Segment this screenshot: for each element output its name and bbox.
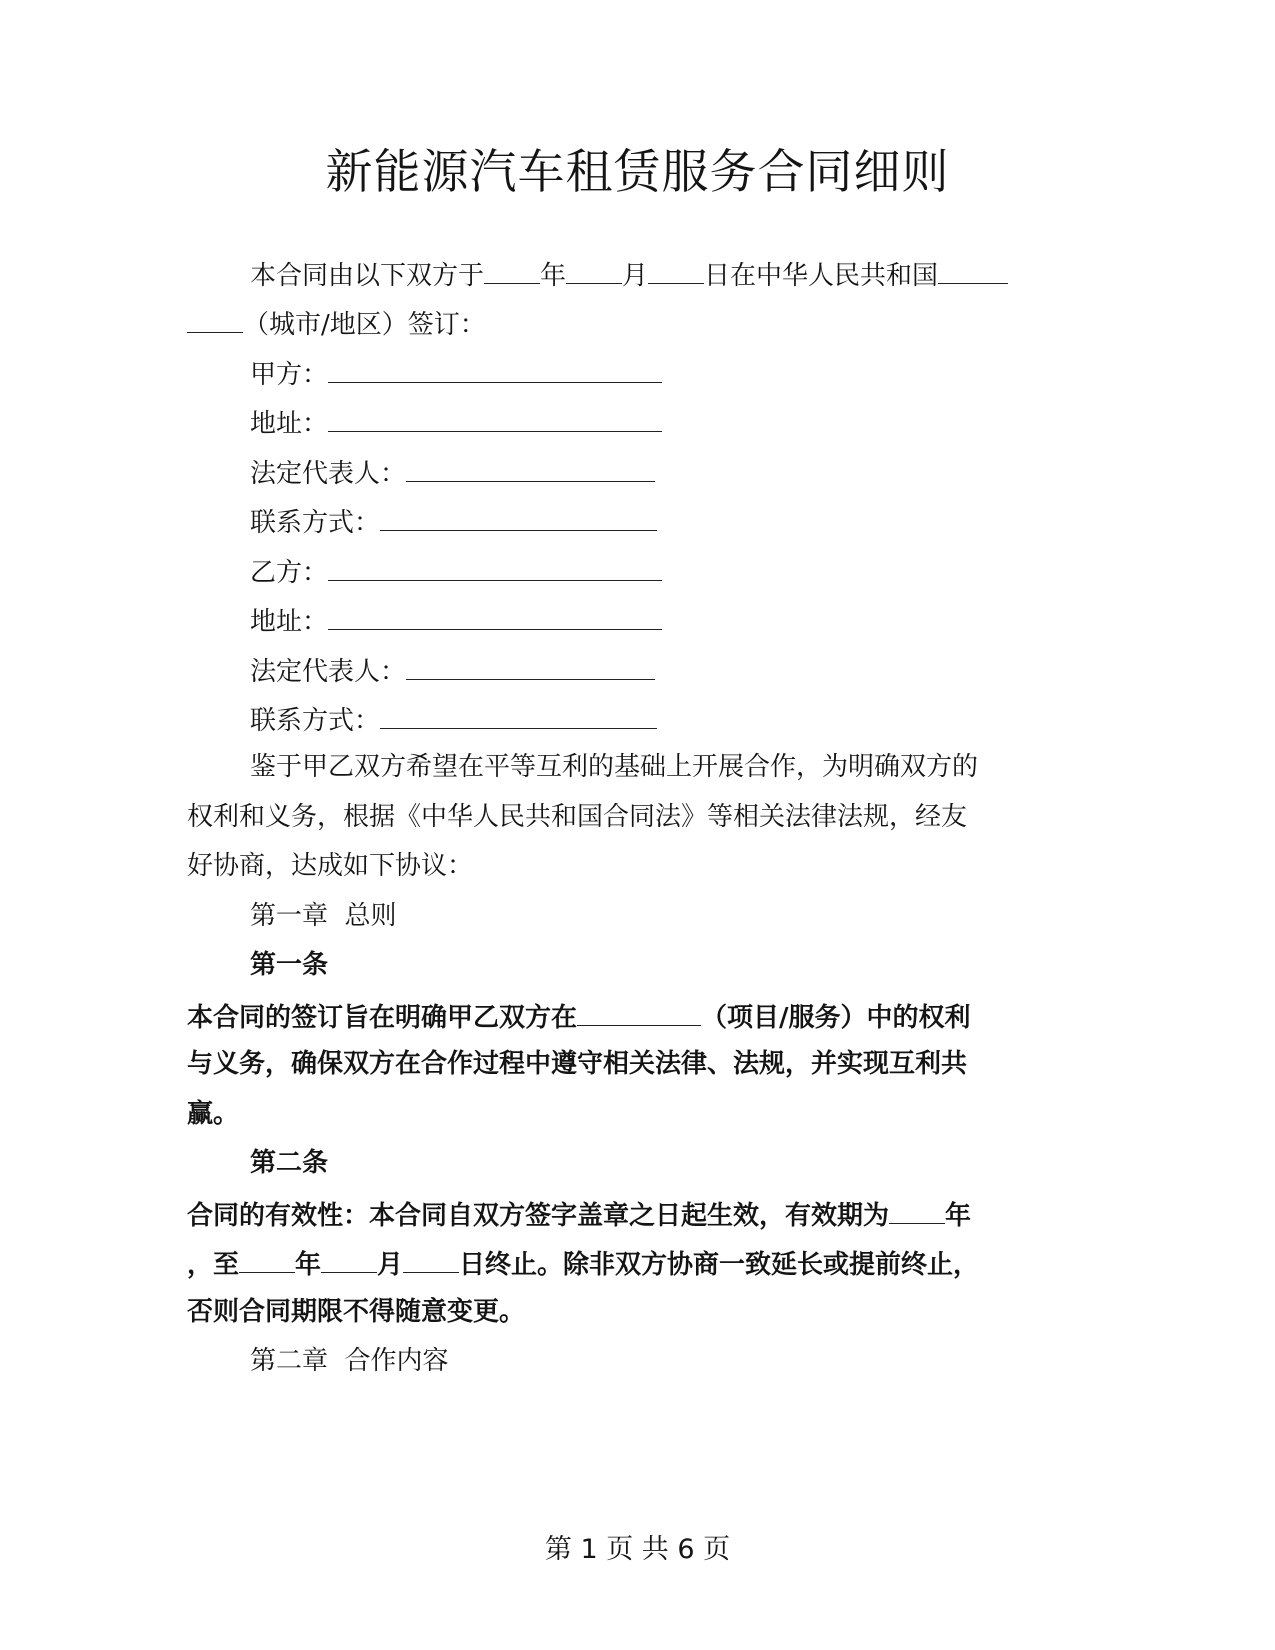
- party-a-address-field[interactable]: [328, 401, 662, 432]
- intro-line-1: [250, 253, 1070, 293]
- party-a-address-row: [250, 401, 1070, 441]
- preamble-line-3: 好协商，达成如下协议：: [187, 851, 474, 881]
- end-month-blank[interactable]: [321, 1242, 377, 1273]
- term-years-blank[interactable]: [889, 1193, 945, 1224]
- day-place-text: 日在中华人民共和国: [704, 261, 939, 291]
- article-2-line-3: 否则合同期限不得随意变更。: [187, 1297, 526, 1327]
- party-b-rep-field[interactable]: [406, 649, 655, 680]
- party-b-rep-row: [250, 649, 1070, 689]
- city-blank-2[interactable]: [187, 302, 243, 333]
- preamble-line-2: 权利和义务，根据《中华人民共和国合同法》等相关法律法规，经友: [187, 802, 968, 832]
- project-blank[interactable]: [577, 995, 701, 1026]
- article-2-to-text: ，至: [187, 1250, 240, 1280]
- party-b-address-row: [250, 599, 1070, 639]
- year-text: 年: [540, 261, 567, 291]
- party-a-contact-row: [250, 500, 1070, 540]
- month-blank[interactable]: [566, 253, 622, 284]
- article-1-text-a: 本合同的签订旨在明确甲乙双方在: [187, 1003, 578, 1033]
- article-1-line-3: 赢。: [187, 1099, 240, 1129]
- city-text: （城市/地区）签订：: [243, 310, 486, 340]
- article-1-text-b: （项目/服务）中的权利: [701, 1003, 971, 1033]
- end-day-blank[interactable]: [403, 1242, 459, 1273]
- intro-line-2: [187, 302, 1067, 342]
- intro-text: 本合同由以下双方于: [250, 261, 485, 291]
- party-b-rep-label: 法定代表人：: [250, 657, 407, 687]
- party-a-rep-field[interactable]: [406, 451, 655, 482]
- chapter-1-heading: 第一章 总则: [250, 901, 397, 931]
- party-a-contact-label: 联系方式：: [250, 508, 381, 538]
- chapter-2-heading: 第二章 合作内容: [250, 1346, 449, 1376]
- party-b-contact-row: [250, 698, 1070, 738]
- preamble-line-1: 鉴于甲乙双方希望在平等互利的基础上开展合作，为明确双方的: [250, 752, 979, 782]
- article-2-heading: 第二条: [250, 1148, 329, 1178]
- end-year-blank[interactable]: [239, 1242, 295, 1273]
- article-1-line-1: [187, 995, 1067, 1035]
- article-1-line-2: 与义务，确保双方在合作过程中遵守相关法律、法规，并实现互利共: [187, 1049, 968, 1079]
- party-b-contact-field[interactable]: [380, 698, 657, 729]
- end-month-text: 月: [377, 1250, 404, 1280]
- end-year-text: 年: [295, 1250, 322, 1280]
- city-blank-1[interactable]: [938, 253, 1008, 284]
- party-a-contact-field[interactable]: [380, 500, 657, 531]
- month-text: 月: [622, 261, 649, 291]
- party-a-name-row: [250, 352, 1070, 392]
- document-title: 新能源汽车租赁服务合同细则: [325, 145, 950, 200]
- article-2-text-a: 合同的有效性：本合同自双方签字盖章之日起生效，有效期为: [187, 1201, 890, 1231]
- party-a-rep-label: 法定代表人：: [250, 459, 407, 489]
- party-b-contact-label: 联系方式：: [250, 706, 381, 736]
- party-a-name-field[interactable]: [328, 352, 662, 383]
- page-number: 第 1 页 共 6 页: [544, 1534, 731, 1565]
- article-2-year-text: 年: [945, 1201, 972, 1231]
- party-b-name-label: 乙方：: [250, 558, 329, 588]
- party-b-address-label: 地址：: [250, 607, 329, 637]
- article-2-line-1: [187, 1193, 1067, 1233]
- party-a-name-label: 甲方：: [250, 360, 329, 390]
- article-2-end-text: 日终止。除非双方协商一致延长或提前终止，: [459, 1250, 980, 1280]
- party-b-name-row: [250, 550, 1070, 590]
- year-blank[interactable]: [484, 253, 540, 284]
- article-1-heading: 第一条: [250, 950, 329, 980]
- article-2-line-2: [187, 1242, 1067, 1282]
- day-blank[interactable]: [648, 253, 704, 284]
- party-b-name-field[interactable]: [328, 550, 662, 581]
- party-a-rep-row: [250, 451, 1070, 491]
- party-a-address-label: 地址：: [250, 409, 329, 439]
- party-b-address-field[interactable]: [328, 599, 662, 630]
